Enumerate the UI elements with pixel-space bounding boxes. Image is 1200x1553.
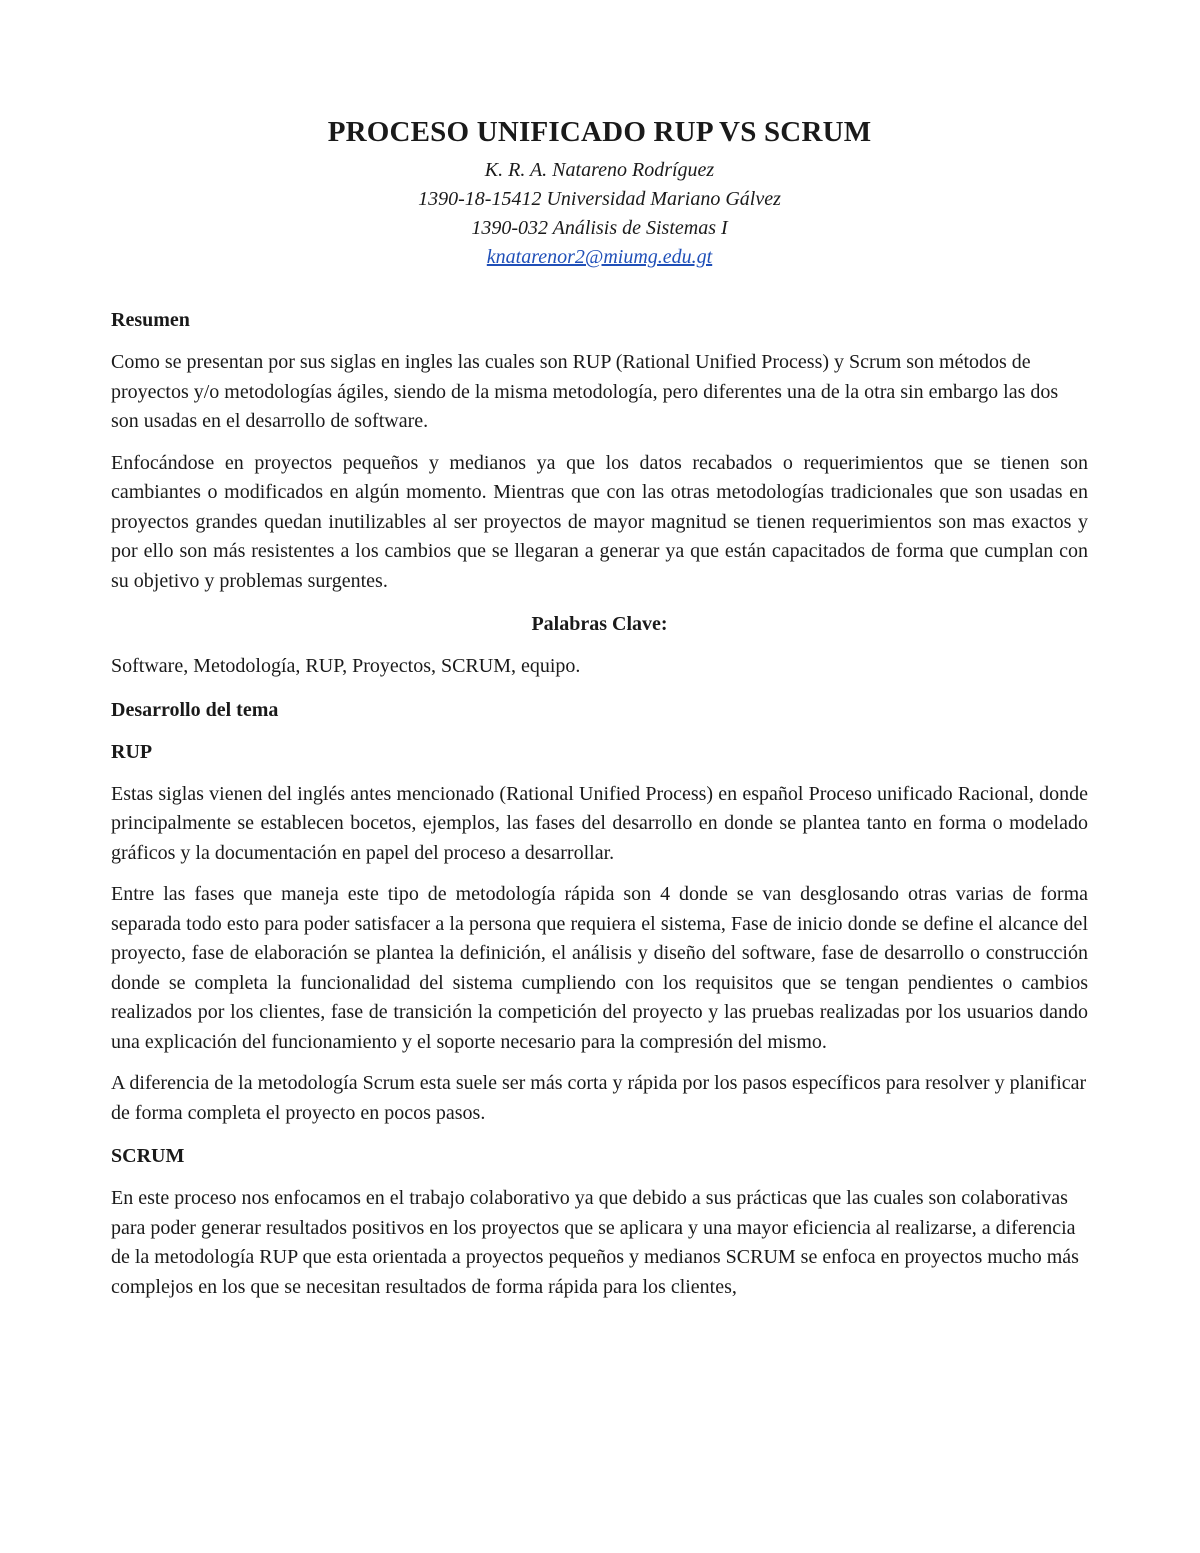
document-page [111, 108, 1088, 1302]
scrum-paragraph-1: En este proceso nos enfocamos en el trabajo colaborativo ya que debido a sus prácticas que las cuales son colaborativas para poder generar resultados positivos en los proyectos que se aplicara y una mayor eficiencia al realizarse, a diferencia de la metodología RUP que esta orientada a proyectos pequeños y medianos SCRUM se enfoca en proyectos mucho más complejos en los que se necesitan resultados de forma rápida para los clientes, [111, 1187, 1079, 1298]
course-info: 1390-032 Análisis de Sistemas I [471, 217, 728, 239]
keywords-heading: Palabras Clave: [531, 613, 668, 635]
scrum-heading: SCRUM [111, 1145, 185, 1167]
email-line [111, 243, 1088, 272]
rup-paragraph-1: Estas siglas vienen del inglés antes mencionado (Rational Unified Process) en español Proceso unificado Racional, donde principalmente se establecen bocetos, ejemplos, las fases del desarrollo en donde se plantea tanto en forma o modelado gráficos y la documentación en papel del proceso a desarrollar. [111, 782, 1088, 864]
rup-paragraph-3: A diferencia de la metodología Scrum esta suele ser más corta y rápida por los pasos específicos para resolver y planificar de forma completa el proyecto en pocos pasos. [111, 1072, 1087, 1124]
resumen-paragraph-1: Como se presentan por sus siglas en ingles las cuales son RUP (Rational Unified Process) y Scrum son métodos de proyectos y/o metodologías ágiles, siendo de la misma metodología, pero diferentes una de la otra sin embargo las dos son usadas en el desarrollo de software. [111, 351, 1059, 432]
author-affiliation: 1390-18-15412 Universidad Mariano Gálvez [418, 188, 781, 210]
resumen-paragraph-2: Enfocándose en proyectos pequeños y medianos ya que los datos recabados o requerimientos que se tienen son cambiantes o modificados en algún momento. Mientras que con las otras metodologías tradicionales que son usadas en proyectos grandes quedan inutilizables al ser proyectos de mayor magnitud se tienen requerimientos son mas exactos y por ello son más resistentes a los cambios que se llegaran a generar ya que están capacitados de forma que cumplan con su objetivo y problemas surgentes. [111, 451, 1088, 592]
resumen-heading: Resumen [111, 309, 190, 331]
desarrollo-heading: Desarrollo del tema [111, 698, 279, 721]
keywords-text: Software, Metodología, RUP, Proyectos, SCRUM, equipo. [111, 655, 581, 677]
author-name: K. R. A. Natareno Rodríguez [484, 159, 715, 181]
document-title: PROCESO UNIFICADO RUP VS SCRUM [327, 116, 872, 148]
author-email-link[interactable]: knatarenor2@miumg.edu.gt [486, 246, 713, 268]
rup-heading: RUP [111, 740, 153, 763]
rup-paragraph-2: Entre las fases que maneja este tipo de metodología rápida son 4 donde se van desglosando otras varias de forma separada todo esto para poder satisfacer a la persona que requiera el sistema, Fase de inicio donde se define el alcance del proyecto, fase de elaboración se plantea la definición, el análisis y diseño del software, fase de desarrollo o construcción donde se completa la funcionalidad del sistema cumpliendo con los requisitos que se tengan pendientes o cambios realizados por los clientes, fase de transición la competición del proyecto y las pruebas realizadas por los usuarios dando una explicación del funcionamiento y el soporte necesario para la compresión del mismo. [111, 883, 1088, 1053]
